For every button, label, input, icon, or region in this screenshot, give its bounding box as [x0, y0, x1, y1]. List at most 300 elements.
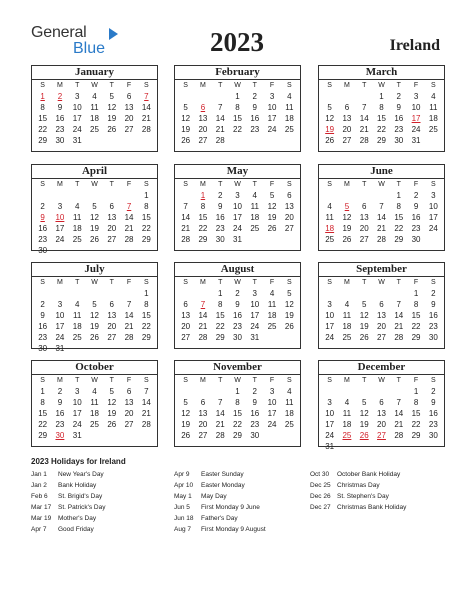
day-cell: 15 [215, 311, 225, 320]
empty-cell [338, 288, 355, 299]
day-cell: 10 [233, 202, 242, 211]
day-cell: 23 [38, 235, 48, 244]
day-cell: 27 [377, 333, 386, 342]
day-cell: 25 [90, 420, 99, 429]
day-cell: 19 [90, 224, 99, 233]
holidays-title: 2023 Holidays for Ireland [31, 457, 126, 466]
weekday-label: S [431, 82, 436, 89]
day-cell: 13 [124, 398, 134, 407]
day-cell: 28 [124, 333, 134, 342]
day-cell: 19 [107, 409, 117, 418]
month-name: April [32, 165, 157, 179]
holiday-name: First Monday 9 August [201, 526, 266, 533]
weekday-label: M [344, 377, 350, 384]
day-cell: 18 [267, 311, 277, 320]
day-cell: 24 [428, 224, 438, 233]
day-cell: 25 [428, 125, 438, 134]
day-cell: 13 [107, 311, 117, 320]
weekday-label: T [362, 279, 367, 286]
day-cell: 4 [269, 289, 275, 298]
day-cell: 27 [107, 235, 117, 244]
day-cell: 14 [181, 213, 191, 222]
day-cell: 26 [107, 125, 117, 134]
day-cell: 20 [377, 420, 386, 429]
day-cell: 16 [55, 409, 65, 418]
day-cell: 26 [181, 431, 191, 440]
weekday-label: M [344, 181, 350, 188]
day-cell: 6 [126, 387, 132, 396]
day-cell: 2 [431, 289, 436, 298]
weekday-label: T [109, 82, 114, 89]
holiday-name: Good Friday [58, 526, 94, 533]
day-cell: 16 [55, 114, 65, 123]
day-cell: 29 [215, 333, 225, 342]
day-cell: 10 [72, 103, 82, 112]
day-cell: 24 [55, 333, 65, 342]
empty-cell [86, 288, 103, 299]
day-cell: 6 [109, 300, 114, 309]
holiday-name: Mother's Day [58, 515, 97, 522]
day-cell: 5 [361, 398, 367, 407]
day-cell: 27 [181, 333, 191, 342]
day-cell: 19 [107, 114, 117, 123]
weekday-label: T [252, 279, 257, 286]
day-cell: 9 [235, 300, 240, 309]
day-cell: 30 [394, 136, 404, 145]
day-cell: 14 [141, 103, 151, 112]
day-cell: 23 [233, 322, 242, 331]
day-cell: 29 [233, 431, 242, 440]
day-cell: 16 [411, 213, 421, 222]
month-name: May [175, 165, 300, 179]
month-april [31, 164, 158, 255]
weekday-label: T [75, 181, 80, 188]
day-cell: 6 [287, 191, 292, 200]
day-cell: 3 [327, 398, 332, 407]
day-cell: 7 [396, 300, 401, 309]
day-cell: 28 [394, 431, 404, 440]
day-cell: 24 [233, 224, 242, 233]
day-cell: 24 [55, 235, 65, 244]
empty-cell [321, 91, 338, 102]
day-cell: 4 [431, 92, 436, 101]
day-cell: 8 [413, 300, 419, 309]
day-cell: 30 [55, 136, 65, 145]
day-cell: 15 [394, 213, 404, 222]
holiday-name: Christmas Day [337, 482, 380, 489]
day-cell: 14 [377, 213, 386, 222]
day-cell: 6 [361, 202, 367, 211]
day-cell: 22 [377, 125, 386, 134]
day-cell: 3 [252, 289, 257, 298]
day-cell: 27 [198, 136, 208, 145]
day-cell: 23 [394, 125, 404, 134]
day-cell: 11 [73, 213, 82, 222]
day-cell: 8 [40, 103, 45, 112]
day-cell: 21 [215, 420, 225, 429]
day-cell: 4 [74, 202, 80, 211]
day-cell: 24 [325, 431, 335, 440]
day-cell: 25 [267, 322, 277, 331]
day-cell: 18 [72, 224, 82, 233]
day-cell: 31 [55, 344, 65, 353]
day-cell: 2 [252, 92, 257, 101]
day-cell: 20 [377, 322, 386, 331]
day-cell: 20 [342, 125, 352, 134]
month-december [318, 360, 445, 451]
holiday-day-cell: 19 [325, 125, 335, 134]
day-cell: 3 [269, 92, 275, 101]
holiday-day-cell: 1 [200, 191, 206, 200]
weekday-label: F [413, 181, 419, 188]
day-cell: 26 [267, 224, 277, 233]
day-cell: 13 [198, 114, 208, 123]
day-cell: 27 [359, 235, 369, 244]
weekday-label: T [396, 82, 401, 89]
day-cell: 21 [181, 224, 191, 233]
holiday-date: Jun 18 [174, 515, 194, 522]
day-cell: 13 [181, 311, 191, 320]
day-cell: 6 [109, 202, 114, 211]
weekday-label: S [287, 82, 292, 89]
day-cell: 10 [72, 398, 82, 407]
holiday-day-cell: 10 [55, 213, 65, 222]
weekday-label: S [144, 181, 149, 188]
weekday-label: W [234, 377, 241, 384]
empty-cell [356, 386, 373, 397]
holiday-date: Aug 7 [174, 526, 191, 533]
day-cell: 5 [92, 300, 97, 309]
weekday-label: T [75, 279, 80, 286]
day-cell: 16 [215, 213, 225, 222]
day-cell: 30 [428, 333, 438, 342]
month-name: December [319, 361, 444, 375]
weekday-label: S [144, 377, 149, 384]
holiday-date: Mar 19 [31, 515, 52, 522]
day-cell: 27 [124, 420, 134, 429]
day-cell: 21 [394, 420, 404, 429]
empty-cell [338, 190, 355, 201]
day-cell: 9 [217, 202, 223, 211]
day-cell: 4 [252, 191, 257, 200]
weekday-label: W [378, 279, 385, 286]
weekday-label: T [75, 377, 80, 384]
day-cell: 16 [428, 409, 438, 418]
weekday-label: S [40, 377, 45, 384]
day-cell: 26 [90, 333, 99, 342]
day-cell: 8 [235, 398, 240, 407]
day-cell: 2 [413, 191, 419, 200]
day-cell: 15 [377, 114, 386, 123]
day-cell: 3 [57, 300, 63, 309]
day-cell: 10 [55, 311, 65, 320]
weekday-label: T [396, 377, 401, 384]
weekday-label: W [234, 279, 241, 286]
day-grid [32, 277, 157, 354]
day-cell: 22 [141, 322, 151, 331]
weekday-label: F [269, 181, 275, 188]
weekday-label: S [40, 82, 45, 89]
day-cell: 24 [72, 125, 82, 134]
day-cell: 9 [396, 103, 401, 112]
day-cell: 29 [141, 333, 151, 342]
empty-cell [69, 288, 86, 299]
day-cell: 2 [396, 92, 401, 101]
day-cell: 14 [215, 409, 225, 418]
weekday-label: M [57, 82, 63, 89]
day-grid [175, 80, 300, 146]
day-cell: 13 [377, 409, 386, 418]
month-august [174, 262, 301, 349]
weekday-label: F [413, 279, 419, 286]
day-cell: 16 [233, 311, 242, 320]
day-cell: 19 [181, 420, 191, 429]
day-cell: 17 [72, 114, 82, 123]
weekday-label: T [109, 181, 114, 188]
weekday-label: S [431, 181, 436, 188]
weekday-label: S [327, 377, 332, 384]
day-cell: 9 [413, 202, 419, 211]
day-cell: 1 [217, 289, 223, 298]
day-cell: 9 [57, 103, 63, 112]
weekday-label: S [287, 377, 292, 384]
empty-cell [177, 288, 194, 299]
day-cell: 6 [126, 92, 132, 101]
weekday-label: M [200, 279, 206, 286]
holiday-row [174, 469, 314, 480]
day-cell: 10 [428, 202, 438, 211]
holiday-row [174, 524, 314, 535]
empty-cell [34, 288, 51, 299]
day-cell: 21 [215, 125, 225, 134]
empty-cell [321, 190, 338, 201]
day-cell: 12 [359, 409, 369, 418]
day-cell: 14 [141, 398, 151, 407]
day-cell: 21 [359, 125, 369, 134]
weekday-label: S [327, 279, 332, 286]
weekday-label: F [413, 82, 419, 89]
day-cell: 31 [233, 235, 242, 244]
holiday-day-cell: 6 [200, 103, 206, 112]
day-cell: 24 [250, 322, 260, 331]
holiday-name: Easter Monday [201, 482, 245, 489]
weekday-label: S [144, 82, 149, 89]
day-cell: 25 [72, 333, 82, 342]
day-cell: 11 [250, 202, 259, 211]
holiday-day-cell: 18 [325, 224, 335, 233]
holiday-day-cell: 7 [126, 202, 132, 211]
day-grid [319, 80, 444, 146]
day-cell: 7 [126, 300, 132, 309]
day-cell: 26 [90, 235, 99, 244]
holiday-day-cell: 2 [57, 92, 63, 101]
day-cell: 31 [411, 136, 421, 145]
day-cell: 4 [92, 387, 97, 396]
day-cell: 12 [267, 202, 277, 211]
empty-cell [321, 386, 338, 397]
day-cell: 9 [57, 398, 63, 407]
day-cell: 12 [325, 114, 335, 123]
day-cell: 26 [325, 136, 335, 145]
day-cell: 18 [250, 213, 260, 222]
day-cell: 7 [183, 202, 188, 211]
weekday-label: T [252, 377, 257, 384]
day-cell: 27 [124, 125, 134, 134]
empty-cell [212, 91, 229, 102]
empty-cell [390, 386, 407, 397]
weekday-label: S [431, 377, 436, 384]
day-cell: 29 [394, 235, 404, 244]
day-cell: 30 [411, 235, 421, 244]
day-cell: 23 [38, 333, 48, 342]
empty-cell [321, 288, 338, 299]
day-cell: 31 [325, 442, 335, 451]
empty-cell [356, 91, 373, 102]
day-cell: 15 [233, 114, 242, 123]
holiday-date: Oct 30 [310, 471, 330, 478]
day-grid [32, 80, 157, 146]
day-cell: 28 [124, 235, 134, 244]
weekday-label: F [126, 377, 132, 384]
day-cell: 22 [394, 224, 404, 233]
weekday-label: T [218, 82, 223, 89]
holiday-row [31, 502, 171, 513]
day-cell: 8 [40, 398, 45, 407]
day-cell: 1 [144, 191, 149, 200]
day-cell: 17 [267, 409, 277, 418]
day-grid [319, 179, 444, 245]
day-cell: 14 [394, 311, 404, 320]
holiday-day-cell: 17 [411, 114, 421, 123]
weekday-label: M [200, 82, 206, 89]
holiday-row [310, 502, 450, 513]
day-cell: 28 [215, 136, 225, 145]
day-cell: 17 [428, 213, 438, 222]
day-cell: 6 [379, 300, 384, 309]
weekday-label: S [40, 279, 45, 286]
day-cell: 24 [325, 333, 335, 342]
day-cell: 2 [40, 300, 45, 309]
day-cell: 14 [124, 213, 134, 222]
day-cell: 2 [40, 202, 45, 211]
day-cell: 1 [379, 92, 384, 101]
day-cell: 26 [359, 333, 369, 342]
day-cell: 27 [284, 224, 294, 233]
month-october [31, 360, 158, 447]
day-grid [319, 277, 444, 343]
day-cell: 9 [252, 398, 257, 407]
day-cell: 14 [124, 311, 134, 320]
weekday-label: S [287, 181, 292, 188]
weekday-label: W [378, 82, 385, 89]
holiday-date: Jan 2 [31, 482, 47, 489]
holiday-date: Apr 7 [31, 526, 47, 533]
day-cell: 22 [38, 125, 48, 134]
month-name: September [319, 263, 444, 277]
empty-cell [103, 288, 120, 299]
month-july [31, 262, 158, 353]
weekday-label: S [40, 181, 45, 188]
logo-text-general: General [31, 24, 87, 41]
empty-cell [177, 386, 194, 397]
empty-cell [356, 190, 373, 201]
day-cell: 29 [38, 136, 48, 145]
day-cell: 30 [250, 431, 260, 440]
day-cell: 23 [428, 420, 438, 429]
weekday-label: M [200, 181, 206, 188]
weekday-label: W [91, 377, 98, 384]
day-cell: 20 [359, 224, 369, 233]
empty-cell [194, 91, 211, 102]
day-cell: 3 [57, 202, 63, 211]
day-cell: 8 [413, 398, 419, 407]
weekday-label: T [252, 82, 257, 89]
empty-cell [86, 190, 103, 201]
logo-text-blue: Blue [73, 40, 106, 57]
day-cell: 3 [235, 191, 240, 200]
day-cell: 19 [181, 125, 191, 134]
day-cell: 14 [394, 409, 404, 418]
day-cell: 24 [267, 125, 277, 134]
day-cell: 5 [287, 289, 292, 298]
day-cell: 15 [411, 311, 421, 320]
day-cell: 19 [284, 311, 294, 320]
empty-cell [177, 91, 194, 102]
day-cell: 18 [342, 420, 352, 429]
day-cell: 9 [431, 398, 436, 407]
month-name: October [32, 361, 157, 375]
weekday-label: W [91, 181, 98, 188]
day-cell: 11 [90, 103, 99, 112]
day-cell: 10 [325, 409, 335, 418]
day-cell: 18 [284, 409, 294, 418]
holiday-row [310, 491, 450, 502]
day-grid [175, 179, 300, 245]
empty-cell [373, 386, 390, 397]
holiday-name: St. Patrick's Day [58, 504, 106, 511]
day-cell: 25 [342, 333, 352, 342]
day-cell: 25 [325, 235, 335, 244]
day-cell: 11 [285, 103, 294, 112]
holiday-name: Bank Holiday [58, 482, 97, 489]
day-cell: 22 [38, 420, 48, 429]
day-cell: 21 [198, 322, 208, 331]
day-cell: 30 [233, 333, 242, 342]
day-cell: 25 [284, 420, 294, 429]
holiday-day-cell: 7 [200, 300, 206, 309]
month-may [174, 164, 301, 251]
holiday-name: Easter Sunday [201, 471, 244, 478]
day-cell: 23 [250, 125, 260, 134]
day-cell: 1 [413, 387, 419, 396]
empty-cell [103, 190, 120, 201]
month-june [318, 164, 445, 251]
day-cell: 12 [284, 300, 294, 309]
empty-cell [34, 190, 51, 201]
day-cell: 2 [217, 191, 223, 200]
day-cell: 7 [361, 103, 367, 112]
weekday-label: S [183, 82, 188, 89]
day-cell: 19 [342, 224, 352, 233]
day-cell: 12 [107, 103, 117, 112]
month-march [318, 65, 445, 152]
weekday-label: W [234, 82, 241, 89]
day-cell: 10 [411, 103, 421, 112]
day-cell: 25 [72, 235, 82, 244]
day-cell: 16 [250, 409, 260, 418]
day-cell: 2 [235, 289, 240, 298]
day-cell: 12 [90, 311, 99, 320]
